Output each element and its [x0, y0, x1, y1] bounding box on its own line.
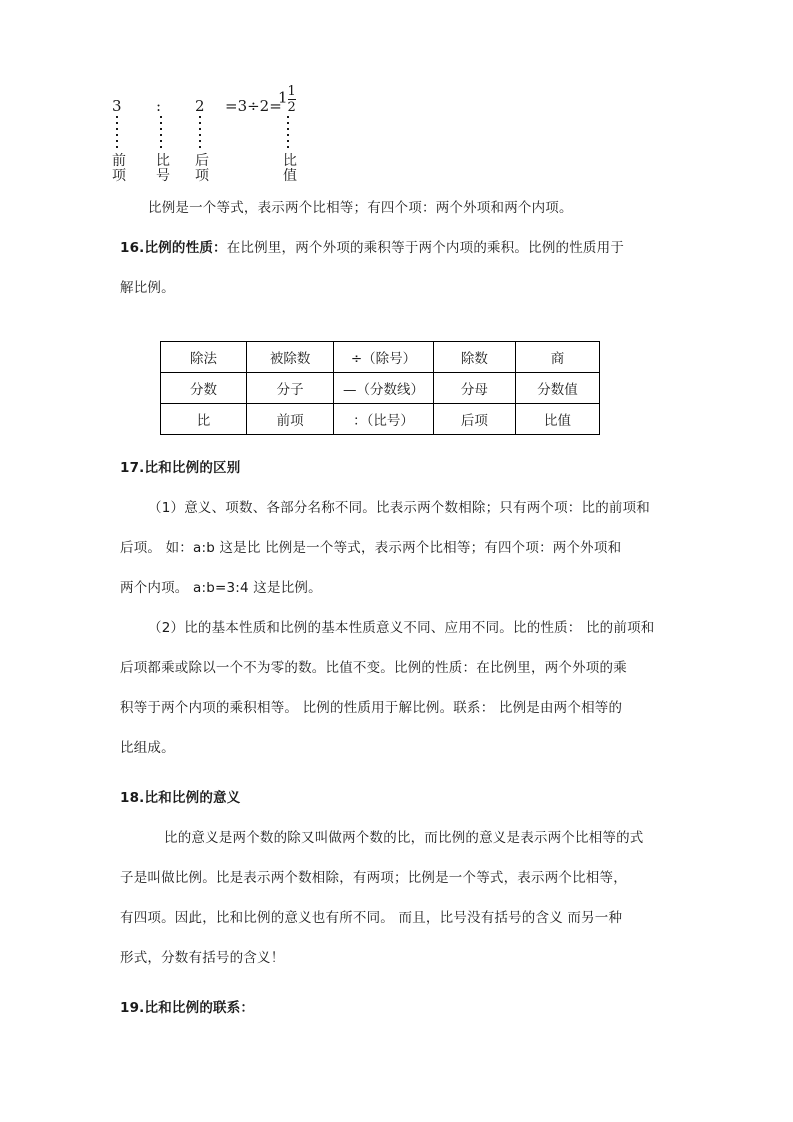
diagram-term-antecedent: 3: [112, 97, 122, 115]
note-proportion-definition: 比例是一个等式，表示两个比相等；有四个项：两个外项和两个内项。: [148, 200, 573, 216]
section-17-heading: [120, 448, 676, 488]
diagram-mixed-number: [278, 84, 296, 113]
table-row: [161, 404, 600, 435]
dotted-leader-icon: [287, 116, 289, 152]
diagram-term-ratio-sign: :: [156, 97, 162, 115]
diagram-expression-middle: =3÷2=: [225, 97, 282, 115]
diagram-label-antecedent: 前项: [112, 153, 126, 184]
table-row: [161, 342, 600, 373]
diagram-label-ratio-sign: 比号: [156, 153, 170, 184]
diagram-term-consequent: 2: [195, 97, 205, 115]
comparison-table: [160, 341, 600, 435]
table-row: [161, 373, 600, 404]
section-18-p-line1: 比的意义是两个数的除又叫做两个数的比，而比例的意义是表示两个比相等的式: [164, 830, 644, 846]
section-17-number: 17.: [120, 460, 145, 476]
section-17-p2-line3: 积等于两个内项的乘积相等。 比例的性质用于解比例。联系： 比例是由两个相等的: [120, 700, 623, 716]
section-17-p1-line1: （1）意义、项数、各部分名称不同。比表示两个数相除；只有两个项：比的前项和: [148, 500, 650, 516]
section-19-number: 19.: [120, 1000, 145, 1016]
section-19-title: 比和比例的联系：: [144, 1000, 255, 1016]
table-cell: 商: [516, 342, 600, 373]
section-17-p1-line3: 两个内项。 a:b=3:4 这是比例。: [120, 580, 322, 596]
ratio-diagram: [112, 84, 342, 191]
table-cell: 除法: [161, 342, 247, 373]
section-18-p-line3: 有四项。因此，比和比例的意义也有所不同。 而且，比号没有括号的含义 而另一种: [120, 910, 623, 926]
section-18-heading: [120, 778, 676, 818]
section-16-line2: 解比例。: [120, 280, 175, 296]
table-cell: ：（比号）: [334, 404, 433, 435]
section-18-title: 比和比例的意义: [144, 790, 241, 806]
section-17-p2-line4: 比组成。: [120, 740, 175, 756]
table-cell: 后项: [433, 404, 515, 435]
table-cell: 除数: [433, 342, 515, 373]
diagram-column-antecedent: [112, 96, 146, 184]
fraction-numerator: 1: [287, 84, 296, 99]
section-17-p2-line2: 后项都乘或除以一个不为零的数。比值不变。比例的性质：在比例里，两个外项的乘: [120, 660, 627, 676]
dotted-leader-icon: [116, 116, 118, 152]
fraction-half: [288, 85, 296, 114]
section-16-line1: [120, 228, 680, 268]
section-17-p1-line2: 后项。 如：a:b 这是比 比例是一个等式，表示两个比相等；有四个项：两个外项和: [120, 540, 622, 556]
table-cell: 分子: [246, 373, 333, 404]
table-cell: —（分数线）: [334, 373, 433, 404]
diagram-label-consequent: 后项: [195, 153, 209, 184]
section-16-text: 在比例里，两个外项的乘积等于两个内项的乘积。比例的性质用于: [226, 240, 625, 256]
fraction-denominator: 2: [287, 100, 296, 115]
section-18-number: 18.: [120, 790, 145, 806]
section-17-p2-line1: （2）比的基本性质和比例的基本性质意义不同、应用不同。比的性质： 比的前项和: [148, 620, 655, 636]
dotted-leader-icon: [160, 116, 162, 152]
dotted-leader-icon: [199, 116, 201, 152]
diagram-column-ratio-sign: [156, 96, 190, 184]
section-18-p-line4: 形式，分数有括号的含义！: [120, 950, 285, 966]
section-18-p-line2: 子是叫做比例。比是表示两个数相除，有两项；比例是一个等式，表示两个比相等，: [120, 870, 627, 886]
diagram-column-consequent: [195, 96, 229, 184]
section-16-number: 16.: [120, 240, 145, 256]
table-cell: 被除数: [246, 342, 333, 373]
table-cell: 比值: [516, 404, 600, 435]
table-cell: 比: [161, 404, 247, 435]
section-16-title: 比例的性质：: [144, 240, 227, 256]
section-17-title: 比和比例的区别: [144, 460, 241, 476]
section-19-heading: [120, 988, 676, 1028]
table-cell: 前项: [246, 404, 333, 435]
diagram-label-ratio-value: 比值: [283, 153, 297, 184]
table-cell: 分母: [433, 373, 515, 404]
mixed-whole-part: 1: [278, 88, 288, 107]
table-cell: 分数值: [516, 373, 600, 404]
table-cell: 分数: [161, 373, 247, 404]
table-cell: ÷（除号）: [334, 342, 433, 373]
